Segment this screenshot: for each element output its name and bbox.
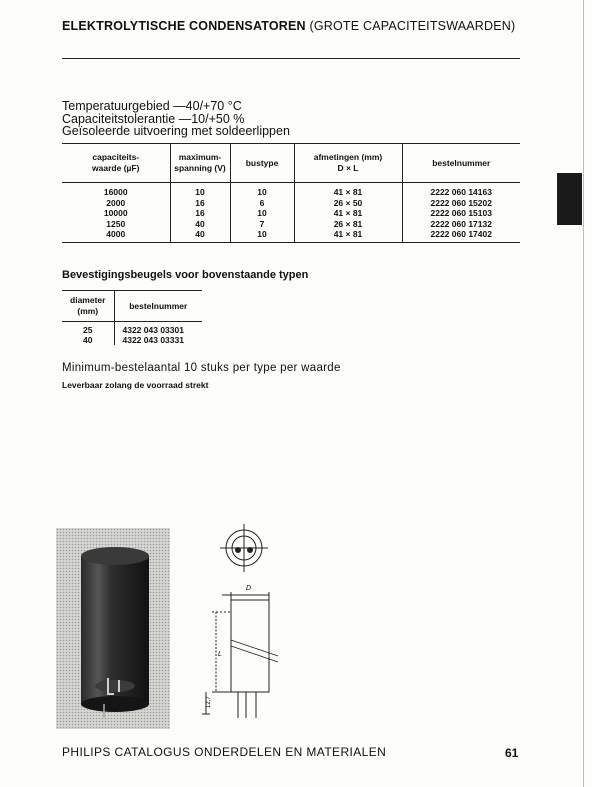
cell-voltage: 40 bbox=[170, 219, 230, 230]
cell-diameter: 25 bbox=[62, 322, 114, 336]
cell-order-number: 2222 060 14163 bbox=[430, 187, 492, 197]
page-number: 61 bbox=[505, 746, 519, 760]
label-tab-length: 12,7 bbox=[206, 696, 212, 708]
availability-note: Leverbaar zolang de voorraad strekt bbox=[62, 380, 209, 390]
cell-capacitance: 10000 bbox=[62, 208, 170, 219]
cell-voltage: 16 bbox=[170, 198, 230, 209]
bracket-table bbox=[62, 290, 202, 345]
cell-order-number: 4322 043 03301 bbox=[122, 325, 184, 335]
spec-tolerance: Capaciteitstolerantie —10/+50 % bbox=[62, 111, 245, 126]
title-main: ELEKTROLYTISCHE CONDENSATOREN bbox=[62, 19, 306, 33]
specifications bbox=[62, 100, 290, 138]
table-row bbox=[62, 322, 202, 336]
table-header-row bbox=[62, 291, 202, 322]
section-tab-marker bbox=[557, 173, 582, 225]
col-dimensions: afmetingen (mm) D × L bbox=[294, 144, 402, 183]
table-row bbox=[62, 229, 520, 242]
page-edge bbox=[583, 0, 584, 787]
table-row bbox=[62, 335, 202, 345]
col-diameter: diameter (mm) bbox=[62, 291, 114, 322]
col-order-number: bestelnummer bbox=[129, 300, 188, 311]
cell-dimensions: 26 × 81 bbox=[294, 219, 402, 230]
cell-capacitance: 2000 bbox=[62, 198, 170, 209]
cell-order-number: 4322 043 03331 bbox=[122, 335, 184, 345]
label-D: D bbox=[246, 585, 252, 592]
label-L: L bbox=[218, 651, 222, 658]
cell-capacitance: 1250 bbox=[62, 219, 170, 230]
cell-diameter: 40 bbox=[62, 335, 114, 345]
title-subtitle: (GROTE CAPACITEITSWAARDEN) bbox=[309, 19, 516, 33]
cell-order-number: 2222 060 15202 bbox=[430, 197, 492, 208]
col-bustype: bustype bbox=[230, 144, 294, 183]
footer-catalog: PHILIPS CATALOGUS ONDERDELEN EN MATERIALEN bbox=[62, 745, 387, 759]
dimension-drawing bbox=[198, 522, 298, 727]
cell-order-number: 2222 060 17402 bbox=[430, 229, 492, 240]
table-row bbox=[62, 198, 520, 209]
table-header-row bbox=[62, 144, 520, 183]
table-row bbox=[62, 208, 520, 219]
table-row bbox=[62, 219, 520, 230]
title-rule bbox=[62, 58, 520, 59]
col-voltage: maximum- spanning (V) bbox=[170, 144, 230, 183]
spec-insulation: Geïsoleerde uitvoering met soldeerlippen bbox=[62, 124, 290, 138]
bracket-heading: Bevestigingsbeugels voor bovenstaande typen bbox=[62, 269, 309, 281]
cell-bustype: 10 bbox=[230, 183, 294, 198]
minimum-order-note: Minimum-bestelaantal 10 stuks per type per waarde bbox=[62, 362, 341, 374]
cell-dimensions: 26 × 50 bbox=[294, 198, 402, 209]
table-row bbox=[62, 183, 520, 198]
cell-order-number: 2222 060 15103 bbox=[430, 208, 492, 219]
cell-voltage: 10 bbox=[170, 183, 230, 198]
cell-dimensions: 41 × 81 bbox=[294, 183, 402, 198]
cell-order-number: 2222 060 17132 bbox=[430, 218, 492, 229]
page-title bbox=[62, 19, 515, 33]
capacitor-table bbox=[62, 143, 520, 243]
spec-temperature: Temperatuurgebied —40/+70 °C bbox=[62, 99, 242, 113]
cell-capacitance: 16000 bbox=[62, 183, 170, 198]
cell-dimensions: 41 × 81 bbox=[294, 229, 402, 242]
cell-bustype: 10 bbox=[230, 208, 294, 219]
cell-bustype: 10 bbox=[230, 229, 294, 242]
cell-bustype: 6 bbox=[230, 198, 294, 209]
cell-bustype: 7 bbox=[230, 219, 294, 230]
cell-voltage: 40 bbox=[170, 229, 230, 242]
cell-voltage: 16 bbox=[170, 208, 230, 219]
capacitor-photo bbox=[56, 528, 170, 729]
cell-capacitance: 4000 bbox=[62, 229, 170, 242]
cell-dimensions: 41 × 81 bbox=[294, 208, 402, 219]
col-capacitance: capaciteits- waarde (µF) bbox=[62, 144, 170, 183]
col-order-number: bestelnummer bbox=[432, 157, 491, 168]
